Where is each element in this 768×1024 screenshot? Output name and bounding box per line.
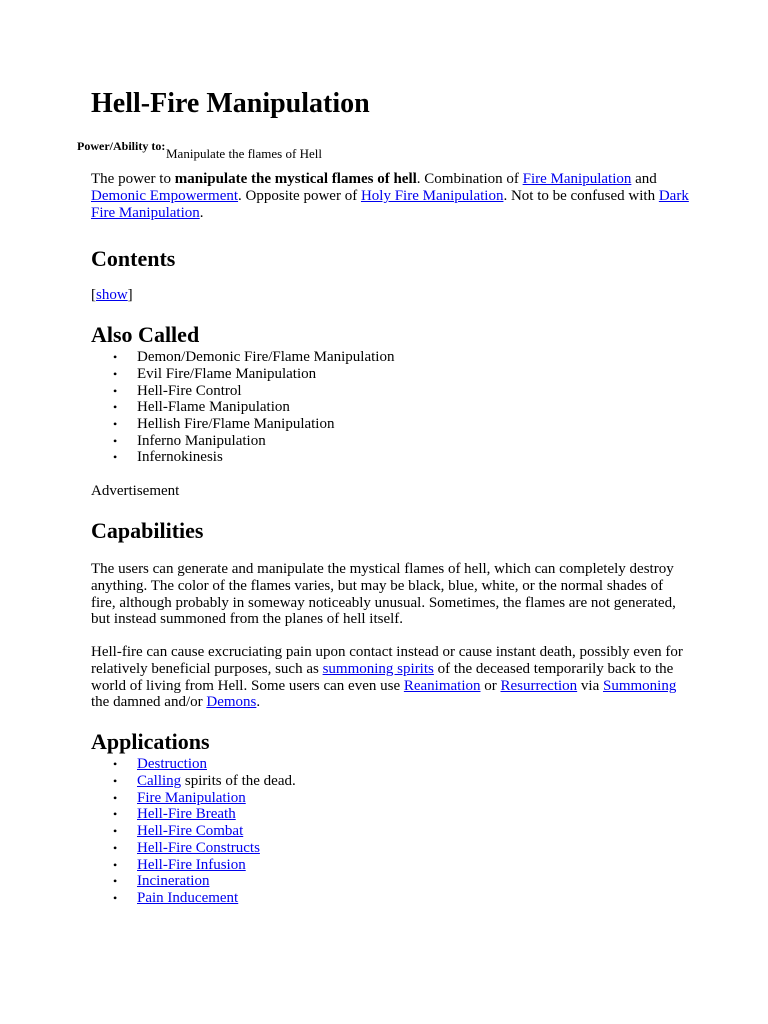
bullet-icon: • (113, 433, 118, 448)
bullet-icon: • (113, 807, 118, 822)
bullet-icon: • (113, 874, 118, 889)
bullet-icon: • (113, 450, 118, 465)
bullet-icon: • (113, 773, 118, 788)
link-reanimation[interactable]: Reanimation (403, 677, 481, 694)
bullet-icon: • (113, 400, 118, 415)
intro-bold-text: manipulate the mystical flames of hell (174, 171, 417, 187)
list-item (91, 416, 691, 433)
list-item-text: Hell-Fire Control (137, 382, 242, 399)
paragraph-text: Hell-fire can cause excruciating pain upon contact instead or cause instant death, possibly even for relatively beneficial purposes, such as (91, 644, 683, 677)
bullet-icon: • (113, 840, 118, 855)
intro-text: and (631, 171, 657, 187)
bullet-icon: • (113, 417, 118, 431)
link-pain-inducement[interactable]: Pain Inducement (137, 889, 239, 906)
list-item (91, 449, 691, 466)
article-body (91, 171, 691, 907)
link-fire-manipulation-app[interactable]: Fire Manipulation (137, 789, 246, 806)
paragraph-text: or (480, 677, 501, 694)
advertisement-label: Advertisement (91, 483, 180, 500)
list-item (91, 873, 691, 890)
link-hell-fire-breath[interactable]: Hell-Fire Breath (137, 806, 236, 823)
applications-heading: Applications (91, 729, 210, 755)
list-item-text: Evil Fire/Flame Manipulation (137, 365, 317, 382)
capabilities-paragraph-1: The users can generate and manipulate the mystical flames of hell, which can completely destroy anything. The color of the flames varies, but may be black, blue, white, or the normal shades of fire, although probably in someway noticeably unusual. Sometimes, the flames are not generated, but instead summoned from the planes of hell itself. (91, 560, 676, 628)
bullet-icon: • (113, 857, 118, 872)
intro-paragraph (91, 171, 691, 221)
capabilities-heading: Capabilities (91, 517, 204, 543)
paragraph-text: . (256, 694, 261, 711)
paragraph-text: of the deceased temporarily back to the world of living from Hell. Some users can even use (91, 660, 674, 694)
link-resurrection[interactable]: Resurrection (500, 677, 578, 694)
list-item (91, 349, 691, 366)
list-item (91, 756, 691, 773)
applications-list (91, 756, 691, 906)
list-item (91, 823, 691, 840)
list-item (91, 366, 691, 383)
bullet-icon: • (113, 890, 118, 905)
paragraph-text: the damned and/or (91, 694, 207, 711)
intro-text: . Not to be confused with (503, 187, 659, 204)
bullet-icon: • (113, 366, 118, 381)
list-item (91, 383, 691, 400)
link-demons[interactable]: Demons (206, 694, 257, 711)
list-item-text: Hellish Fire/Flame Manipulation (137, 416, 335, 432)
bracket-open: [ (91, 287, 96, 304)
list-item (91, 857, 691, 874)
power-ability-value: Manipulate the flames of Hell (166, 146, 322, 161)
list-item-text: Hell-Flame Manipulation (137, 399, 290, 416)
link-destruction[interactable]: Destruction (137, 756, 207, 773)
intro-text: . Opposite power of (238, 187, 361, 204)
link-demonic-empowerment[interactable]: Demonic Empowerment (91, 187, 239, 204)
bracket-close: ] (127, 287, 133, 304)
bullet-icon: • (113, 350, 118, 365)
also-called-heading: Also Called (91, 322, 200, 348)
bullet-icon: • (113, 790, 118, 805)
list-item (91, 790, 691, 807)
list-item-text: Inferno Manipulation (137, 432, 266, 449)
also-called-list (91, 349, 691, 466)
link-dark-fire-manipulation[interactable]: Dark Fire Manipulation (91, 187, 689, 221)
link-fire-manipulation[interactable]: Fire Manipulation (522, 171, 632, 187)
link-calling[interactable]: Calling (137, 772, 182, 789)
link-hell-fire-infusion[interactable]: Hell-Fire Infusion (137, 856, 246, 873)
show-contents-link[interactable]: show (96, 287, 128, 304)
capabilities-paragraph-2 (91, 644, 691, 711)
link-hell-fire-combat[interactable]: Hell-Fire Combat (137, 823, 244, 840)
list-item (91, 773, 691, 790)
list-item (91, 890, 691, 907)
intro-text: The power to (91, 171, 175, 187)
list-item-text: Infernokinesis (137, 449, 223, 466)
list-item (91, 840, 691, 857)
contents-toggle (91, 287, 691, 304)
bullet-icon: • (113, 757, 118, 772)
power-ability-label: Power/Ability to: (77, 139, 166, 153)
list-item-suffix: spirits of the dead. (181, 772, 296, 789)
link-incineration[interactable]: Incineration (137, 873, 210, 890)
intro-text: . (199, 204, 204, 221)
link-hell-fire-constructs[interactable]: Hell-Fire Constructs (137, 839, 260, 856)
list-item (91, 806, 691, 823)
page-title: Hell-Fire Manipulation (91, 88, 370, 119)
bullet-icon: • (113, 824, 118, 839)
paragraph-text: via (577, 677, 603, 694)
link-summoning-spirits[interactable]: summoning spirits (322, 660, 434, 677)
list-item (91, 399, 691, 416)
intro-text: . Combination of (416, 171, 523, 187)
link-holy-fire-manipulation[interactable]: Holy Fire Manipulation (360, 187, 504, 204)
bullet-icon: • (113, 383, 118, 398)
link-summoning[interactable]: Summoning (602, 677, 677, 694)
list-item (91, 433, 691, 450)
list-item-text: Demon/Demonic Fire/Flame Manipulation (137, 349, 395, 366)
contents-heading: Contents (91, 246, 176, 272)
